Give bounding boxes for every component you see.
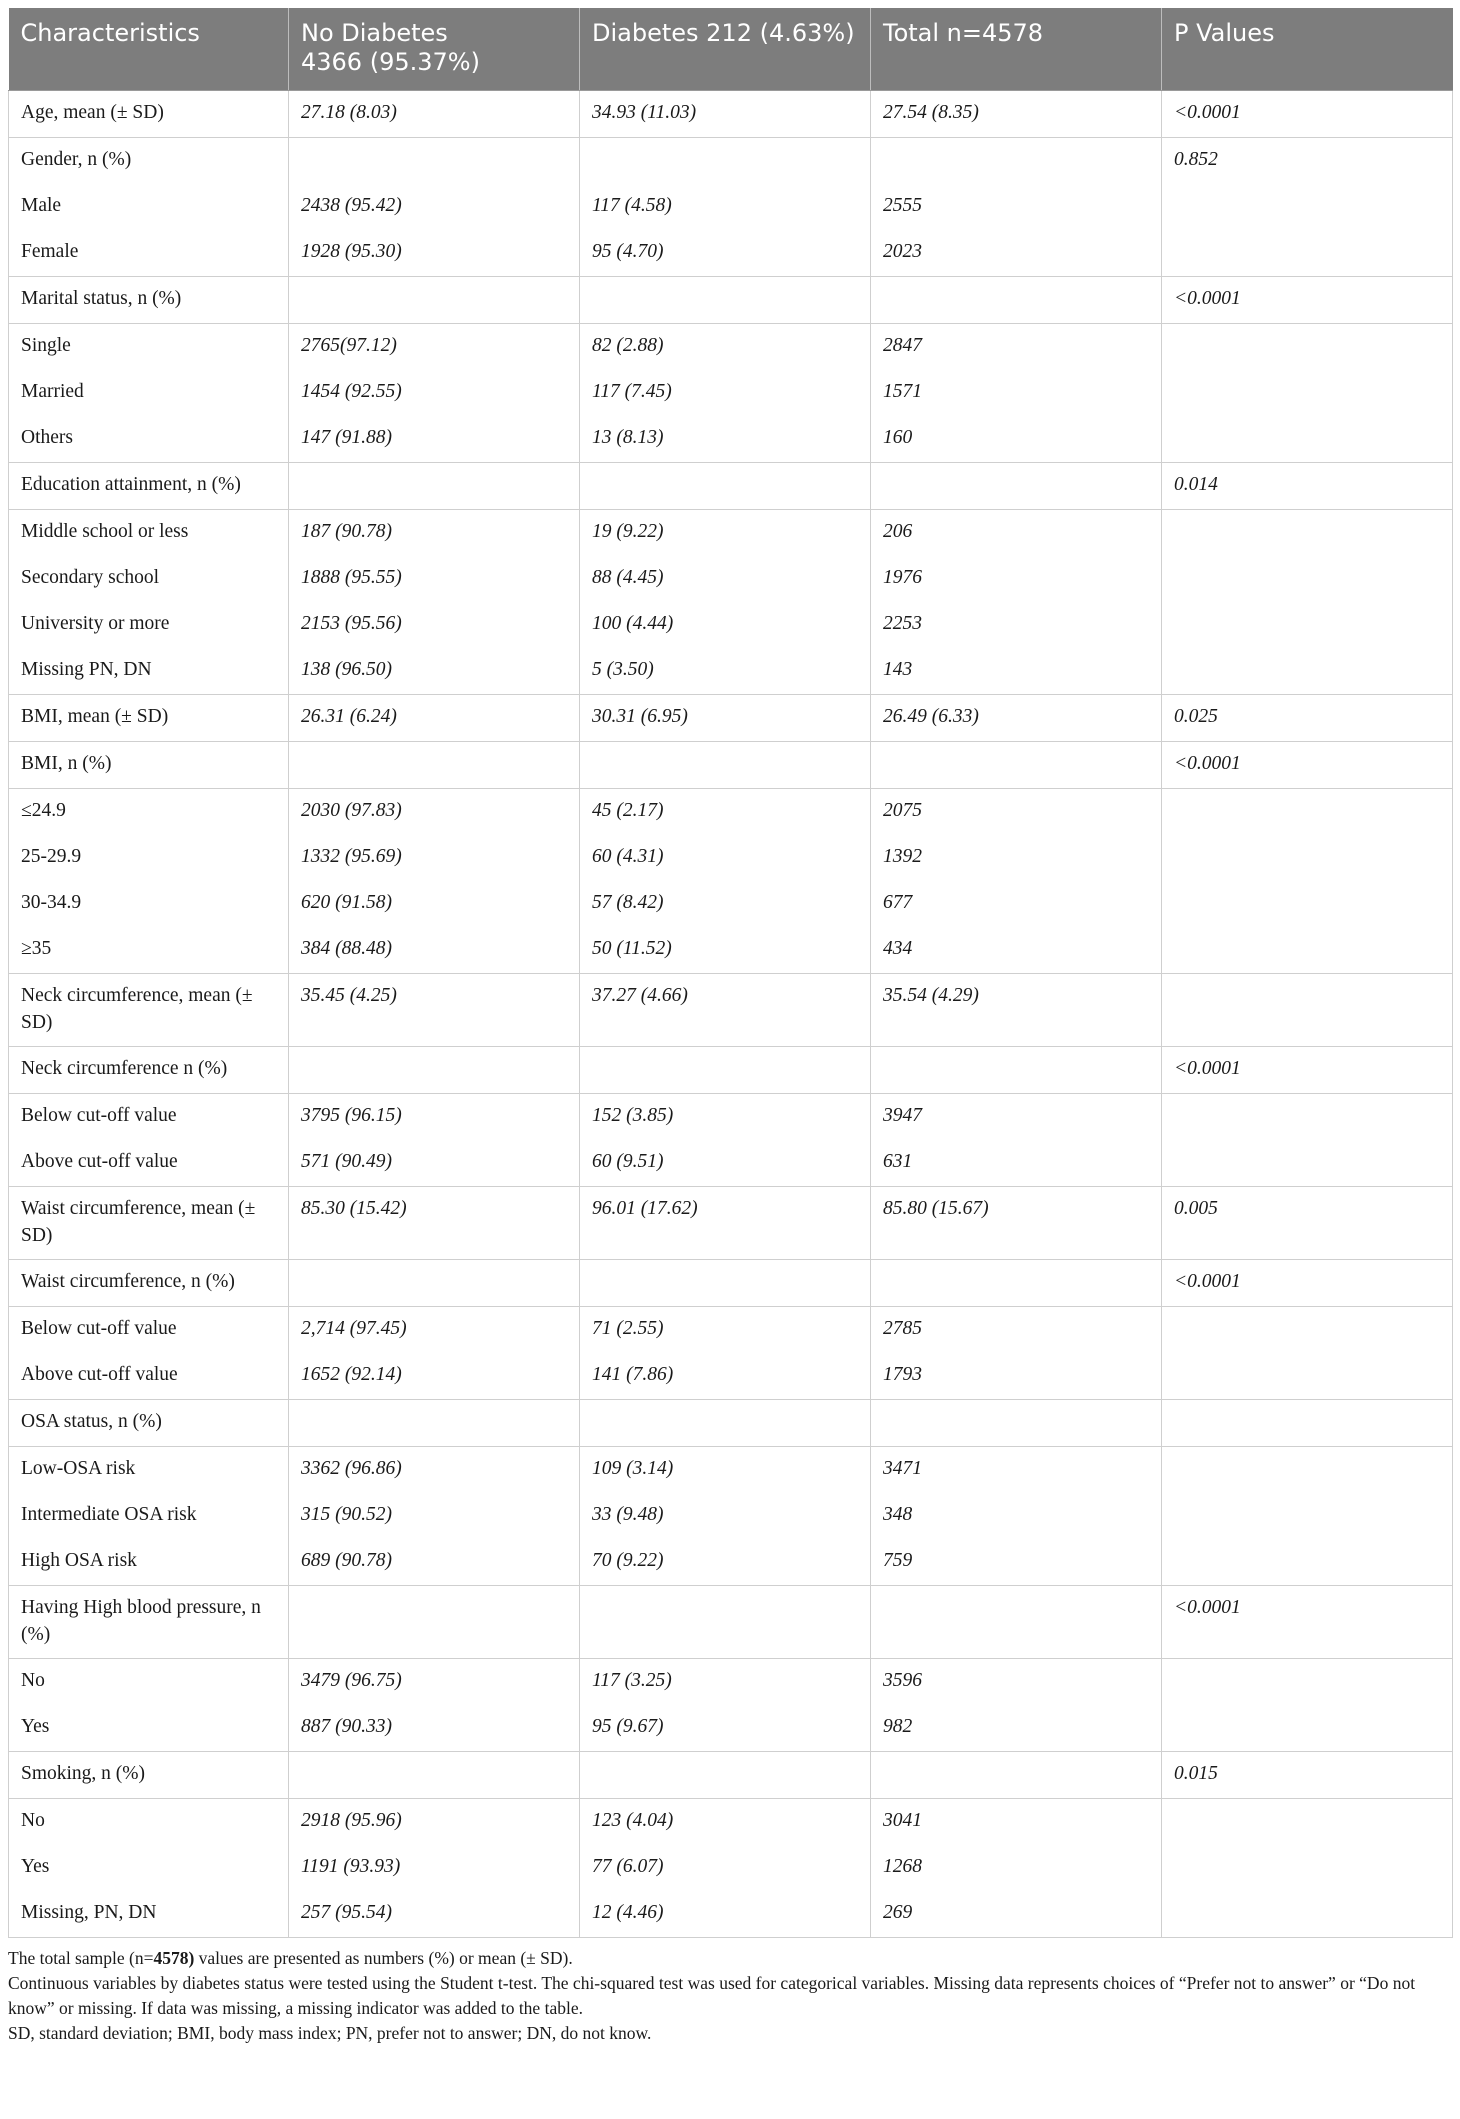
table-row (9, 91, 1453, 138)
diabetes-cell: 37.27 (4.66) (580, 974, 871, 1047)
table-row (9, 602, 1453, 648)
table-row (9, 927, 1453, 974)
no-diabetes-cell (289, 277, 580, 324)
no-diabetes-cell: 138 (96.50) (289, 648, 580, 695)
row-label: Education attainment, n (%) (9, 463, 289, 510)
table-row (9, 648, 1453, 695)
p-value-cell: 0.014 (1162, 463, 1453, 510)
p-value-cell (1162, 789, 1453, 836)
diabetes-cell: 13 (8.13) (580, 416, 871, 463)
diabetes-cell: 117 (4.58) (580, 184, 871, 230)
table-row (9, 184, 1453, 230)
no-diabetes-cell: 1928 (95.30) (289, 230, 580, 277)
no-diabetes-cell: 384 (88.48) (289, 927, 580, 974)
p-value-cell (1162, 184, 1453, 230)
total-cell: 206 (871, 510, 1162, 557)
diabetes-cell: 109 (3.14) (580, 1447, 871, 1494)
p-value-cell (1162, 1799, 1453, 1846)
p-value-cell: <0.0001 (1162, 1047, 1453, 1094)
diabetes-cell (580, 138, 871, 185)
diabetes-cell: 100 (4.44) (580, 602, 871, 648)
p-value-cell: <0.0001 (1162, 1586, 1453, 1659)
p-value-cell (1162, 1094, 1453, 1141)
diabetes-cell: 60 (9.51) (580, 1140, 871, 1187)
p-value-cell (1162, 1353, 1453, 1400)
row-label: OSA status, n (%) (9, 1400, 289, 1447)
p-value-cell: <0.0001 (1162, 277, 1453, 324)
p-value-cell (1162, 1891, 1453, 1938)
no-diabetes-cell: 689 (90.78) (289, 1539, 580, 1586)
table-row (9, 1047, 1453, 1094)
footnote-3: SD, standard deviation; BMI, body mass index; PN, prefer not to answer; DN, do not know. (8, 2023, 652, 2043)
diabetes-cell: 88 (4.45) (580, 556, 871, 602)
table-row (9, 1493, 1453, 1539)
table-row (9, 1659, 1453, 1706)
row-label: Above cut-off value (9, 1140, 289, 1187)
total-cell: 982 (871, 1705, 1162, 1752)
no-diabetes-cell: 2153 (95.56) (289, 602, 580, 648)
no-diabetes-cell: 315 (90.52) (289, 1493, 580, 1539)
header-total: Total n=4578 (871, 8, 1162, 91)
row-label: BMI, mean (± SD) (9, 695, 289, 742)
no-diabetes-cell (289, 1047, 580, 1094)
row-label: Below cut-off value (9, 1094, 289, 1141)
p-value-cell (1162, 416, 1453, 463)
row-label: Others (9, 416, 289, 463)
table-row (9, 742, 1453, 789)
diabetes-cell: 70 (9.22) (580, 1539, 871, 1586)
diabetes-cell (580, 1586, 871, 1659)
table-row (9, 881, 1453, 927)
p-value-cell (1162, 974, 1453, 1047)
row-label: Yes (9, 1845, 289, 1891)
total-cell: 759 (871, 1539, 1162, 1586)
table-row (9, 1539, 1453, 1586)
total-cell (871, 277, 1162, 324)
diabetes-cell: 82 (2.88) (580, 324, 871, 371)
table-row (9, 1260, 1453, 1307)
footnote-1: The total sample (n=4578) values are presented as numbers (%) or mean (± SD). (8, 1948, 573, 1968)
diabetes-cell: 141 (7.86) (580, 1353, 871, 1400)
no-diabetes-cell: 1888 (95.55) (289, 556, 580, 602)
no-diabetes-cell: 2438 (95.42) (289, 184, 580, 230)
table-container (8, 8, 1452, 2046)
p-value-cell (1162, 556, 1453, 602)
p-value-cell (1162, 927, 1453, 974)
diabetes-cell: 34.93 (11.03) (580, 91, 871, 138)
p-value-cell: 0.015 (1162, 1752, 1453, 1799)
diabetes-cell: 19 (9.22) (580, 510, 871, 557)
p-value-cell (1162, 1400, 1453, 1447)
total-cell: 2075 (871, 789, 1162, 836)
total-cell: 2847 (871, 324, 1162, 371)
no-diabetes-cell: 2765(97.12) (289, 324, 580, 371)
total-cell (871, 1586, 1162, 1659)
p-value-cell: <0.0001 (1162, 742, 1453, 789)
row-label: University or more (9, 602, 289, 648)
table-row (9, 370, 1453, 416)
p-value-cell (1162, 881, 1453, 927)
p-value-cell (1162, 648, 1453, 695)
row-label: Gender, n (%) (9, 138, 289, 185)
row-label: Having High blood pressure, n (%) (9, 1586, 289, 1659)
diabetes-cell: 71 (2.55) (580, 1307, 871, 1354)
table-row (9, 1400, 1453, 1447)
row-label: Waist circumference, mean (± SD) (9, 1187, 289, 1260)
no-diabetes-cell: 1454 (92.55) (289, 370, 580, 416)
total-cell: 3471 (871, 1447, 1162, 1494)
p-value-cell: 0.852 (1162, 138, 1453, 185)
p-value-cell (1162, 1493, 1453, 1539)
table-row (9, 416, 1453, 463)
no-diabetes-cell (289, 1586, 580, 1659)
diabetes-cell (580, 463, 871, 510)
row-label: High OSA risk (9, 1539, 289, 1586)
p-value-cell (1162, 510, 1453, 557)
table-row (9, 1187, 1453, 1260)
table-row (9, 1307, 1453, 1354)
no-diabetes-cell: 257 (95.54) (289, 1891, 580, 1938)
total-cell (871, 1752, 1162, 1799)
p-value-cell: 0.025 (1162, 695, 1453, 742)
table-row (9, 138, 1453, 185)
table-body (9, 91, 1453, 1938)
total-cell: 2023 (871, 230, 1162, 277)
total-cell (871, 138, 1162, 185)
diabetes-cell (580, 1260, 871, 1307)
p-value-cell (1162, 1845, 1453, 1891)
table-row (9, 1140, 1453, 1187)
table-row (9, 695, 1453, 742)
diabetes-cell: 5 (3.50) (580, 648, 871, 695)
total-cell: 1976 (871, 556, 1162, 602)
total-cell (871, 1047, 1162, 1094)
no-diabetes-cell: 2918 (95.96) (289, 1799, 580, 1846)
p-value-cell: 0.005 (1162, 1187, 1453, 1260)
diabetes-cell: 12 (4.46) (580, 1891, 871, 1938)
diabetes-cell (580, 1752, 871, 1799)
table-row (9, 556, 1453, 602)
no-diabetes-cell (289, 463, 580, 510)
total-cell: 143 (871, 648, 1162, 695)
diabetes-cell (580, 1047, 871, 1094)
total-cell: 2555 (871, 184, 1162, 230)
row-label: Missing, PN, DN (9, 1891, 289, 1938)
row-label: Male (9, 184, 289, 230)
p-value-cell (1162, 324, 1453, 371)
total-cell: 1793 (871, 1353, 1162, 1400)
table-row (9, 277, 1453, 324)
characteristics-table (8, 8, 1453, 1938)
table-row (9, 324, 1453, 371)
table-row (9, 974, 1453, 1047)
total-cell: 2253 (871, 602, 1162, 648)
p-value-cell (1162, 1140, 1453, 1187)
diabetes-cell: 117 (3.25) (580, 1659, 871, 1706)
diabetes-cell: 77 (6.07) (580, 1845, 871, 1891)
row-label: Neck circumference, mean (± SD) (9, 974, 289, 1047)
table-row (9, 789, 1453, 836)
total-cell: 3947 (871, 1094, 1162, 1141)
row-label: Below cut-off value (9, 1307, 289, 1354)
no-diabetes-cell (289, 1260, 580, 1307)
total-cell: 35.54 (4.29) (871, 974, 1162, 1047)
row-label: ≤24.9 (9, 789, 289, 836)
p-value-cell (1162, 230, 1453, 277)
total-cell: 677 (871, 881, 1162, 927)
p-value-cell: <0.0001 (1162, 1260, 1453, 1307)
row-label: BMI, n (%) (9, 742, 289, 789)
row-label: Above cut-off value (9, 1353, 289, 1400)
diabetes-cell: 45 (2.17) (580, 789, 871, 836)
no-diabetes-cell: 27.18 (8.03) (289, 91, 580, 138)
no-diabetes-cell: 1652 (92.14) (289, 1353, 580, 1400)
row-label: Marital status, n (%) (9, 277, 289, 324)
diabetes-cell: 33 (9.48) (580, 1493, 871, 1539)
no-diabetes-cell: 571 (90.49) (289, 1140, 580, 1187)
no-diabetes-cell (289, 1400, 580, 1447)
no-diabetes-cell: 35.45 (4.25) (289, 974, 580, 1047)
row-label: No (9, 1799, 289, 1846)
row-label: Missing PN, DN (9, 648, 289, 695)
no-diabetes-cell: 1191 (93.93) (289, 1845, 580, 1891)
diabetes-cell: 96.01 (17.62) (580, 1187, 871, 1260)
table-row (9, 510, 1453, 557)
row-label: ≥35 (9, 927, 289, 974)
no-diabetes-cell: 887 (90.33) (289, 1705, 580, 1752)
p-value-cell (1162, 835, 1453, 881)
diabetes-cell (580, 1400, 871, 1447)
total-cell: 1268 (871, 1845, 1162, 1891)
p-value-cell (1162, 1539, 1453, 1586)
diabetes-cell: 95 (9.67) (580, 1705, 871, 1752)
total-cell: 269 (871, 1891, 1162, 1938)
no-diabetes-cell: 187 (90.78) (289, 510, 580, 557)
no-diabetes-cell: 2,714 (97.45) (289, 1307, 580, 1354)
row-label: Low-OSA risk (9, 1447, 289, 1494)
row-label: No (9, 1659, 289, 1706)
table-row (9, 1447, 1453, 1494)
table-row (9, 1752, 1453, 1799)
row-label: Female (9, 230, 289, 277)
row-label: Intermediate OSA risk (9, 1493, 289, 1539)
total-cell (871, 1260, 1162, 1307)
no-diabetes-cell (289, 1752, 580, 1799)
total-cell: 434 (871, 927, 1162, 974)
total-cell: 2785 (871, 1307, 1162, 1354)
no-diabetes-cell: 620 (91.58) (289, 881, 580, 927)
table-row (9, 1094, 1453, 1141)
p-value-cell (1162, 1307, 1453, 1354)
row-label: Smoking, n (%) (9, 1752, 289, 1799)
table-row (9, 1891, 1453, 1938)
total-cell: 1392 (871, 835, 1162, 881)
row-label: 25-29.9 (9, 835, 289, 881)
p-value-cell (1162, 602, 1453, 648)
diabetes-cell: 123 (4.04) (580, 1799, 871, 1846)
total-cell: 348 (871, 1493, 1162, 1539)
table-row (9, 1799, 1453, 1846)
table-row (9, 835, 1453, 881)
row-label: Middle school or less (9, 510, 289, 557)
diabetes-cell: 95 (4.70) (580, 230, 871, 277)
total-cell (871, 463, 1162, 510)
total-cell: 631 (871, 1140, 1162, 1187)
no-diabetes-cell (289, 138, 580, 185)
row-label: Yes (9, 1705, 289, 1752)
table-row (9, 1586, 1453, 1659)
table-row (9, 230, 1453, 277)
total-cell: 3596 (871, 1659, 1162, 1706)
p-value-cell (1162, 370, 1453, 416)
no-diabetes-cell: 1332 (95.69) (289, 835, 580, 881)
p-value-cell (1162, 1705, 1453, 1752)
header-row (9, 8, 1453, 91)
row-label: Single (9, 324, 289, 371)
total-cell: 1571 (871, 370, 1162, 416)
no-diabetes-cell: 3362 (96.86) (289, 1447, 580, 1494)
p-value-cell: <0.0001 (1162, 91, 1453, 138)
header-p-values: P Values (1162, 8, 1453, 91)
header-diabetes: Diabetes 212 (4.63%) (580, 8, 871, 91)
row-label: Secondary school (9, 556, 289, 602)
total-cell (871, 1400, 1162, 1447)
table-row (9, 1845, 1453, 1891)
total-cell (871, 742, 1162, 789)
total-cell: 160 (871, 416, 1162, 463)
no-diabetes-cell: 3795 (96.15) (289, 1094, 580, 1141)
diabetes-cell (580, 742, 871, 789)
row-label: Married (9, 370, 289, 416)
diabetes-cell: 60 (4.31) (580, 835, 871, 881)
no-diabetes-cell (289, 742, 580, 789)
p-value-cell (1162, 1447, 1453, 1494)
p-value-cell (1162, 1659, 1453, 1706)
diabetes-cell: 30.31 (6.95) (580, 695, 871, 742)
no-diabetes-cell: 26.31 (6.24) (289, 695, 580, 742)
header-no-diabetes: No Diabetes 4366 (95.37%) (289, 8, 580, 91)
diabetes-cell: 152 (3.85) (580, 1094, 871, 1141)
row-label: 30-34.9 (9, 881, 289, 927)
table-row (9, 463, 1453, 510)
table-row (9, 1353, 1453, 1400)
no-diabetes-cell: 3479 (96.75) (289, 1659, 580, 1706)
diabetes-cell: 117 (7.45) (580, 370, 871, 416)
diabetes-cell: 50 (11.52) (580, 927, 871, 974)
table-row (9, 1705, 1453, 1752)
table-footnotes (8, 1946, 1452, 2046)
footnote-2: Continuous variables by diabetes status were tested using the Student t-test. The chi-squared test was used for categorical variables. Missing data represents choices of “Prefer not to answer” or “Do not know” or missing. If data was missing, a missing indicator was added to the table. (8, 1973, 1416, 2018)
no-diabetes-cell: 2030 (97.83) (289, 789, 580, 836)
header-characteristics: Characteristics (9, 8, 289, 91)
diabetes-cell: 57 (8.42) (580, 881, 871, 927)
no-diabetes-cell: 85.30 (15.42) (289, 1187, 580, 1260)
diabetes-cell (580, 277, 871, 324)
row-label: Waist circumference, n (%) (9, 1260, 289, 1307)
total-cell: 85.80 (15.67) (871, 1187, 1162, 1260)
total-cell: 26.49 (6.33) (871, 695, 1162, 742)
total-cell: 27.54 (8.35) (871, 91, 1162, 138)
no-diabetes-cell: 147 (91.88) (289, 416, 580, 463)
row-label: Neck circumference n (%) (9, 1047, 289, 1094)
total-cell: 3041 (871, 1799, 1162, 1846)
row-label: Age, mean (± SD) (9, 91, 289, 138)
